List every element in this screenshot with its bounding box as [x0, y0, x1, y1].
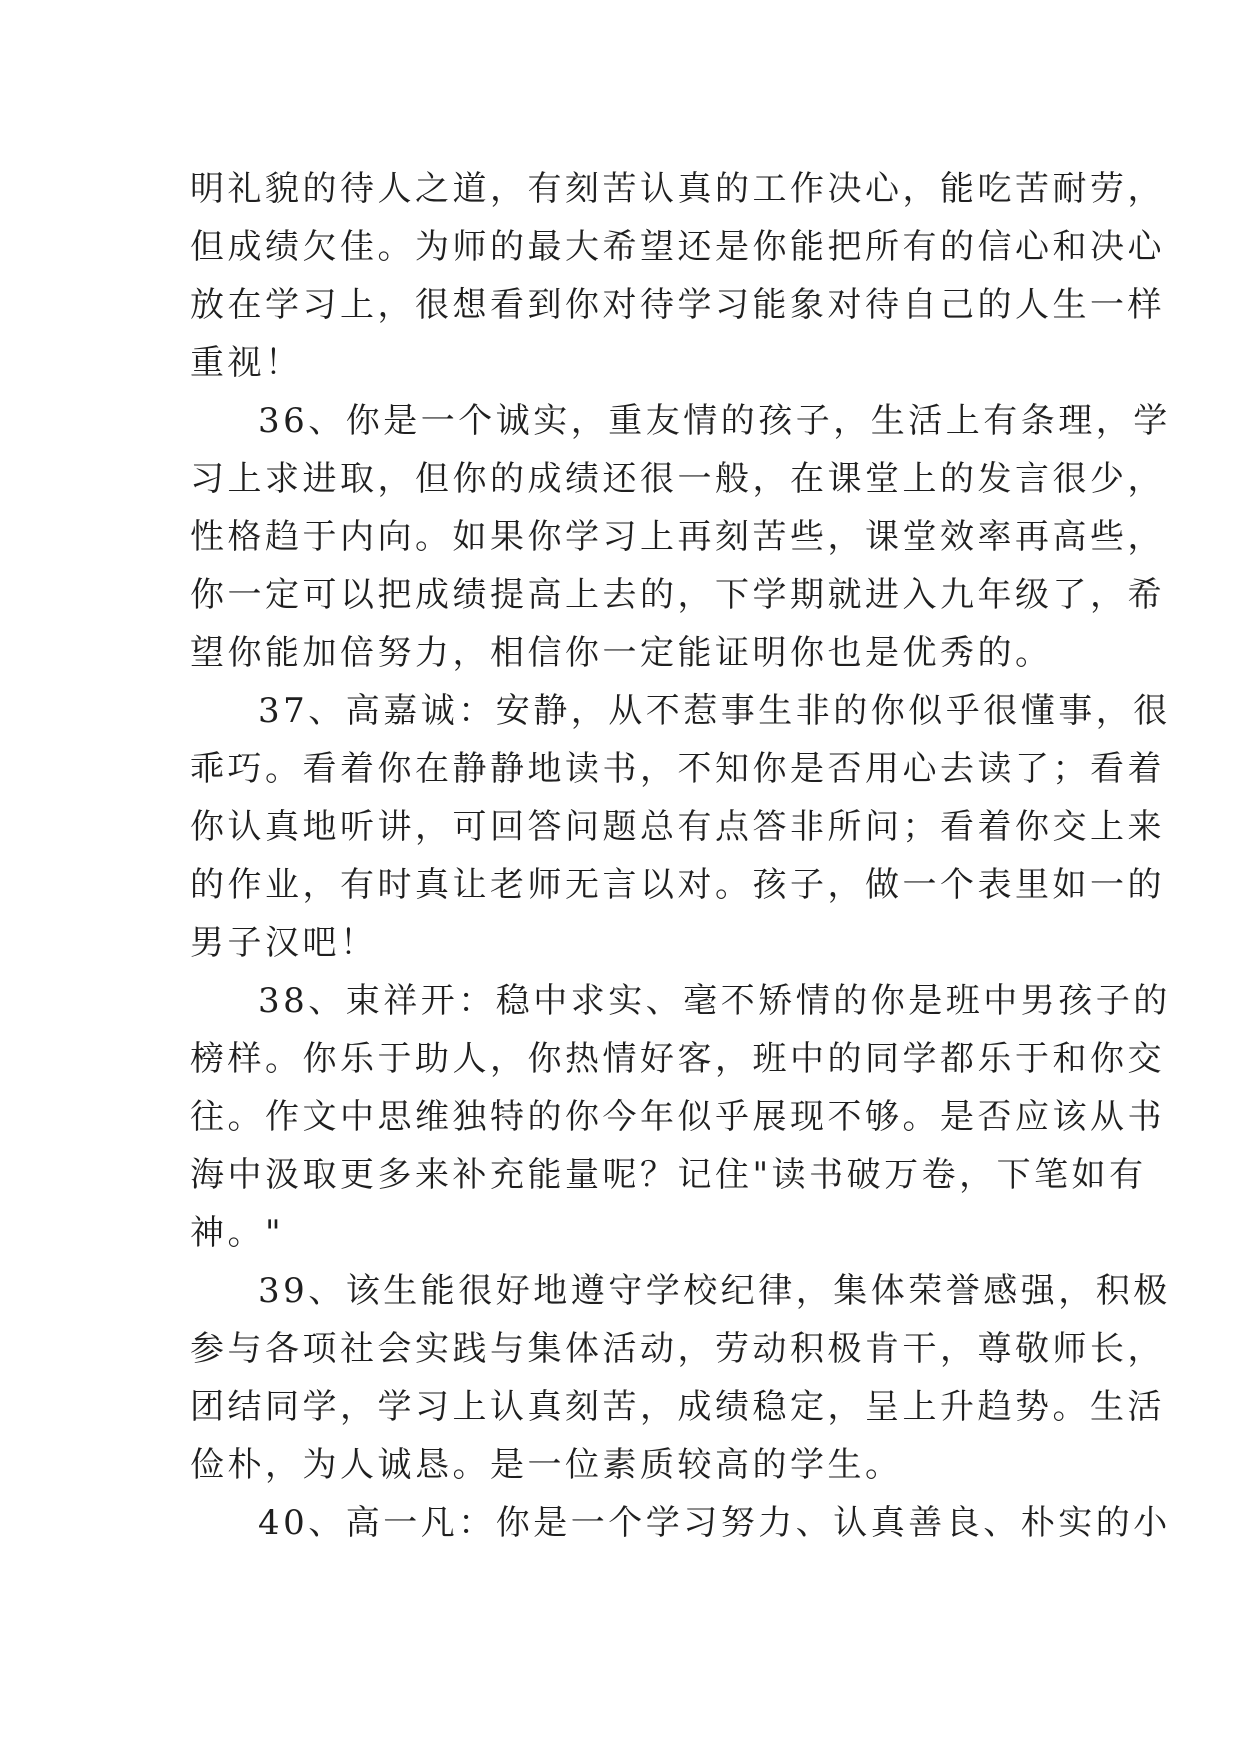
body-text	[190, 160, 1171, 1552]
text-line: 榜样。你乐于助人，你热情好客，班中的同学都乐于和你交	[190, 1039, 1165, 1079]
paragraph-38-start: 38、束祥开：稳中求实、毫不矫情的你是班中男孩子的	[258, 981, 1171, 1021]
text-line: 放在学习上，很想看到你对待学习能象对待自己的人生一样	[190, 285, 1165, 325]
paragraph-36-start: 36、你是一个诚实，重友情的孩子，生活上有条理，学	[258, 401, 1171, 441]
text-line: 你一定可以把成绩提高上去的，下学期就进入九年级了，希	[190, 575, 1165, 615]
text-line: 神。"	[190, 1213, 285, 1253]
text-line: 你认真地听讲，可回答问题总有点答非所问；看着你交上来	[190, 807, 1165, 847]
text-line: 的作业，有时真让老师无言以对。孩子，做一个表里如一的	[190, 865, 1165, 905]
text-line: 往。作文中思维独特的你今年似乎展现不够。是否应该从书	[190, 1097, 1165, 1137]
text-line: 重视！	[190, 343, 303, 383]
text-line: 参与各项社会实践与集体活动，劳动积极肯干，尊敬师长，	[190, 1329, 1165, 1369]
paragraph-39-start: 39、该生能很好地遵守学校纪律，集体荣誉感强，积极	[258, 1271, 1171, 1311]
text-line: 性格趋于内向。如果你学习上再刻苦些，课堂效率再高些，	[190, 517, 1165, 557]
paragraph-37-start: 37、高嘉诚：安静，从不惹事生非的你似乎很懂事，很	[258, 691, 1171, 731]
text-line: 俭朴，为人诚恳。是一位素质较高的学生。	[190, 1445, 903, 1485]
text-line: 海中汲取更多来补充能量呢？记住"读书破万卷，下笔如有	[190, 1155, 1147, 1195]
text-line: 男子汉吧！	[190, 923, 378, 963]
text-line: 习上求进取，但你的成绩还很一般，在课堂上的发言很少，	[190, 459, 1165, 499]
text-line: 但成绩欠佳。为师的最大希望还是你能把所有的信心和决心	[190, 227, 1165, 267]
text-line: 明礼貌的待人之道，有刻苦认真的工作决心，能吃苦耐劳，	[190, 169, 1165, 209]
text-line: 团结同学，学习上认真刻苦，成绩稳定，呈上升趋势。生活	[190, 1387, 1165, 1427]
text-line: 乖巧。看着你在静静地读书，不知你是否用心去读了；看着	[190, 749, 1165, 789]
paragraph-40-start: 40、高一凡：你是一个学习努力、认真善良、朴实的小	[258, 1503, 1171, 1543]
text-line: 望你能加倍努力，相信你一定能证明你也是优秀的。	[190, 633, 1053, 673]
